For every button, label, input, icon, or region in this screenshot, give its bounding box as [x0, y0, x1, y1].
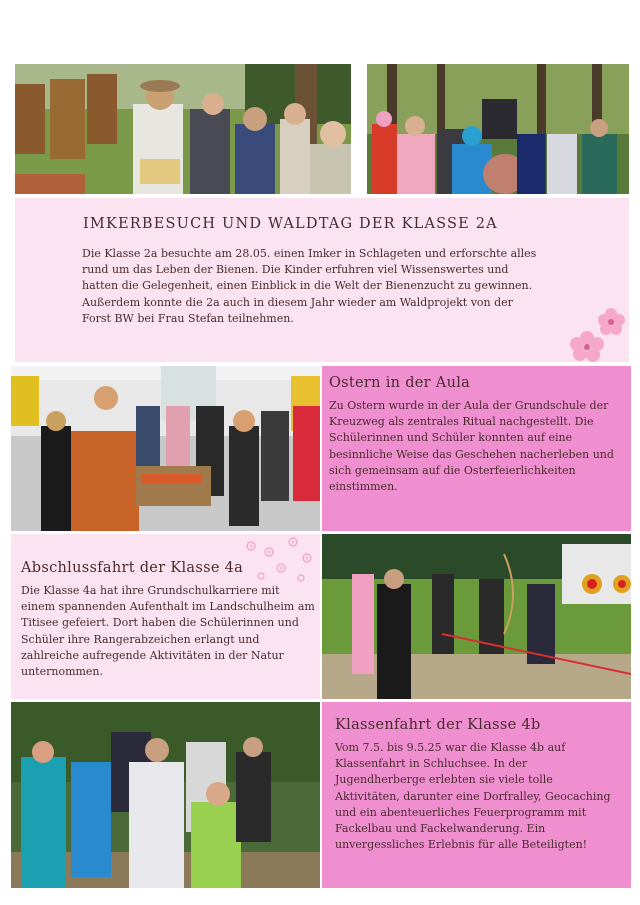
section-beekeeper-title: IMKERBESUCH UND WALDTAG DER KLASSE 2A [83, 216, 498, 232]
photo-easter-aula [11, 366, 320, 531]
section-class-4b-title: Klassenfahrt der Klasse 4b [335, 717, 541, 733]
photo-archery [322, 534, 631, 699]
blossom-branch-icon [241, 536, 319, 586]
section-beekeeper-panel [15, 198, 629, 362]
photo-forest-day [367, 64, 629, 194]
section-easter-title: Ostern in der Aula [329, 375, 471, 391]
section-class-4b-panel [322, 702, 631, 888]
cherry-blossom-icon [563, 300, 629, 362]
photo-beekeeper-visit [15, 64, 351, 194]
photo-class-4b-group [11, 702, 320, 888]
section-class-4a-body: Die Klasse 4a hat ihre Grundschulkarriere mit einem spannenden Aufenthalt im Landschulheim am Titisee gefeiert. Dort haben die Schülerinnen und Schüler ihre Rangerabzeichen erlangt und zahlreiche aufregende Aktivitäten in der Natur unternommen. [21, 584, 315, 679]
section-class-4b-body: Vom 7.5. bis 9.5.25 war die Klasse 4b auf Klassenfahrt in Schluchsee. In der Jugendherberge erlebten sie viele tolle Aktivitäten, darunter eine Dorfralley, Geocaching und ein abenteuerliches Feuerprogramm mit Fackelbau und Fackelwanderung. Ein unvergessliches Erlebnis für alle Beteiligten! [335, 741, 611, 852]
section-beekeeper-body: Die Klasse 2a besuchte am 28.05. einen Imker in Schlageten und erforschte alles rund um das Leben der Bienen. Die Kinder erfuhren viel Wissenswertes und hatten die Gelegenheit, einen Einblick in die Welt der Bienenzucht zu gewinnen. Außerdem konnte die 2a auch in diesem Jahr wieder am Waldprojekt von der Forst BW bei Frau Stefan teilnehmen. [82, 247, 537, 325]
section-class-4a-panel [11, 534, 320, 699]
section-easter-panel [322, 366, 631, 531]
section-easter-body: Zu Ostern wurde in der Aula der Grundschule der Kreuzweg als zentrales Ritual nachgestellt. Die Schülerinnen und Schüler konnten auf eine besinnliche Weise das Geschehen nacherleben und sich gemeinsam auf die Osterfeierlichkeiten einstimmen. [329, 399, 614, 494]
section-class-4a-title: Abschlussfahrt der Klasse 4a [21, 560, 244, 576]
